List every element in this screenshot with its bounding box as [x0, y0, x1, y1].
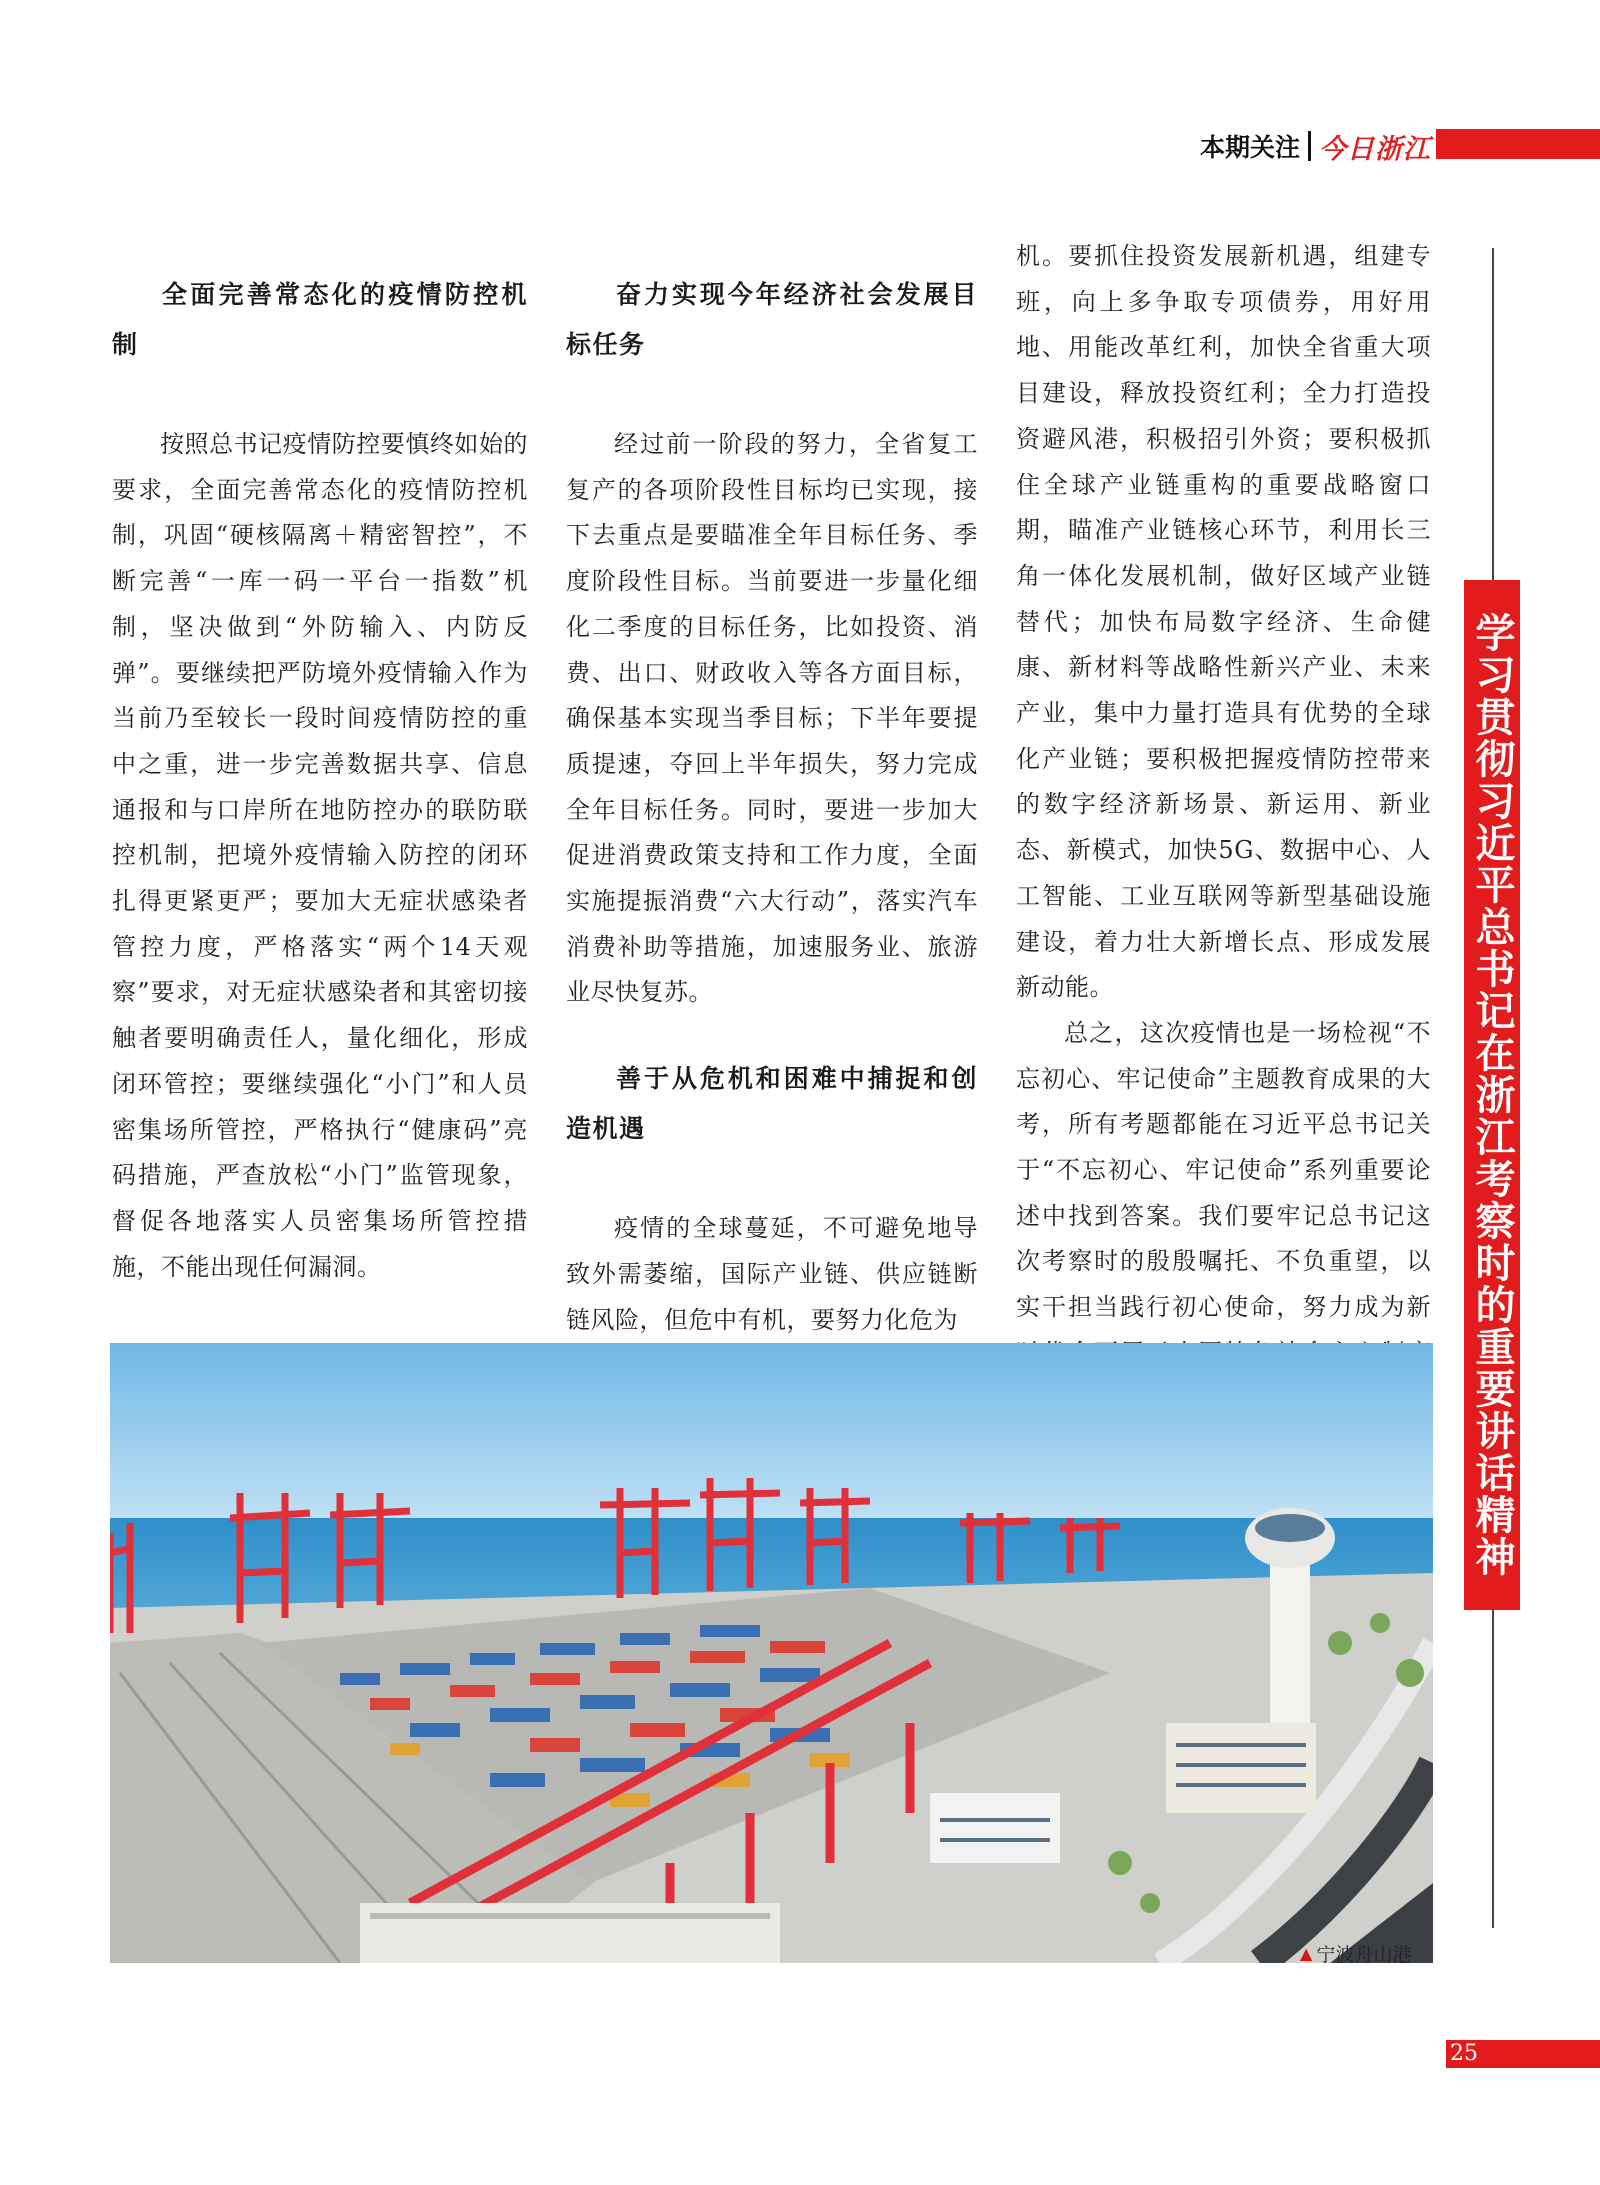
triangle-up-icon: ▲ — [1300, 1943, 1313, 1963]
page-header — [1200, 128, 1431, 164]
port-photo — [110, 1343, 1433, 1963]
body-paragraph: 经过前一阶段的努力，全省复工复产的各项阶段性目标均已实现，接下去重点是要瞄准全年目标任务、季度阶段性目标。当前要进一步量化细化二季度的目标任务，比如投资、消费、出口、财政收入等各方面目标，确保基本实现当季目标；下半年要提质提速，夺回上半年损失，努力完成全年目标任务。同时，要进一步加大促进消费政策支持和工作力度，全面实施提振消费“六大行动”，落实汽车消费补助等措施，加速服务业、旅游业尽快复苏。 — [566, 430, 978, 1007]
vertical-title-banner — [1464, 580, 1520, 1610]
article-column-3 — [1016, 234, 1431, 1422]
banner-title: 学习贯彻习近平总书记在浙江考察时的重要讲话精神 — [1469, 612, 1515, 1578]
body-paragraph: 疫情的全球蔓延，不可避免地导致外需萎缩，国际产业链、供应链断链风险，但危中有机，要努力化危为 — [566, 1214, 978, 1334]
body-paragraph: 按照总书记疫情防控要慎终如始的要求，全面完善常态化的疫情防控机制，巩固“硬核隔离＋精密智控”，不断完善“一库一码一平台一指数”机制，坚决做到“外防输入、内防反弹”。要继续把严防境外疫情输入作为当前乃至较长一段时间疫情防控的重中之重，进一步完善数据共享、信息通报和与口岸所在地防控办的联防联控机制，把境外疫情输入防控的闭环扎得更紧更严；要加大无症状感染者管控力度，严格落实“两个14天观察”要求，对无症状感染者和其密切接触者要明确责任人，量化细化，形成闭环管控；要继续强化“小门”和人员密集场所管控，严格执行“健康码”亮码措施，严查放松“小门”监管现象，督促各地落实人员密集场所管控措施，不能出现任何漏洞。 — [112, 430, 528, 1281]
final-paragraph-text: 总之，这次疫情也是一场检视“不忘初心、牢记使命”主题教育成果的大考，所有考题都能在习近平总书记关于“不忘初心、牢记使命”系列重要论述中找到答案。我们要牢记总书记这次考察时的殷殷嘱托、不负重望，以实干担当践行初心使命，努力成为新 — [1016, 1018, 1431, 1322]
body-paragraph: 机。要抓住投资发展新机遇，组建专班，向上多争取专项债券，用好用地、用能改革红利，加快全省重大项目建设，释放投资红利；全力打造投资避风港，积极招引外资；要积极抓住全球产业链重构的重要战略窗口期，瞄准产业链核心环节，利用长三角一体化发展机制，做好区域产业链替代；加快布局数字经济、生命健康、新材料等战略性新兴产业、未来产业，集中力量打造具有优势的全球化产业链；要积极把握疫情防控带来的数字经济新场景、新运用、新业态、新模式，加快5G、数据中心、人工智能、工业互联网等新型基础设施建设，着力壮大新增长点、形成发展新动能。 — [1016, 242, 1431, 1002]
port-illustration — [110, 1343, 1433, 1963]
header-accent-bar — [1436, 129, 1600, 159]
section-heading: 全面完善常态化的疫情防控机制 — [112, 280, 528, 359]
page-number: 25 — [1450, 2041, 1478, 2066]
section-heading: 善于从危机和困难中捕捉和创造机遇 — [566, 1064, 978, 1144]
magazine-logo: 今日浙江 — [1319, 133, 1432, 165]
header-divider — [1308, 131, 1311, 161]
caption-text: 宁波舟山港 — [1316, 1943, 1412, 1966]
section-label: 本期关注 — [1200, 133, 1301, 162]
article-column-2 — [566, 240, 978, 1343]
photo-caption — [1300, 1938, 1433, 1968]
section-heading: 奋力实现今年经济社会发展目标任务 — [566, 280, 978, 359]
article-column-1 — [112, 240, 528, 1290]
